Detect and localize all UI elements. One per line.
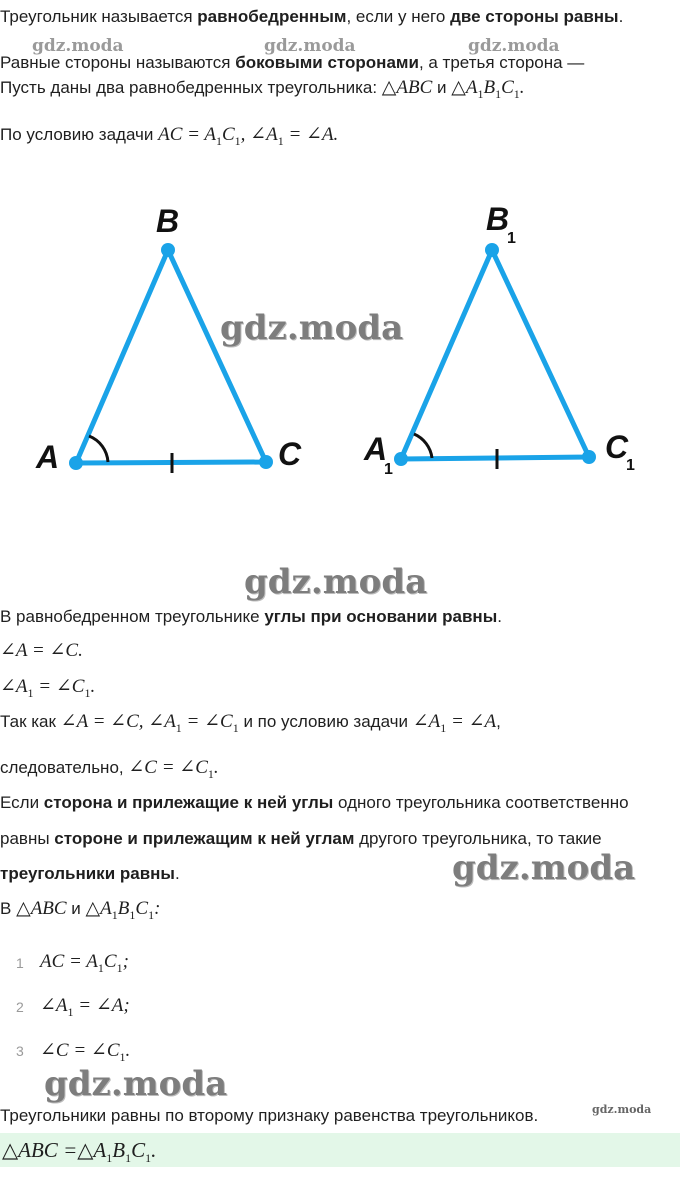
watermark: gdz.moda bbox=[220, 308, 404, 348]
vertex-c-dot bbox=[259, 455, 273, 469]
triangle-abc-outline bbox=[76, 250, 266, 463]
result-equation: △ABC $=\triangle A_1B_1C_1$. bbox=[2, 1138, 157, 1166]
comparison-intro: В △ABC и $\triangle A_1B_1C_1$: bbox=[0, 898, 161, 922]
triangle-a1b1c1-outline bbox=[401, 250, 589, 459]
label-a1-sub: 1 bbox=[384, 461, 393, 478]
equation-2: $\angle A_1$ = $\angle C_1$. bbox=[0, 676, 96, 700]
watermark: gdz.moda bbox=[32, 36, 124, 56]
list-item-text: AC = $A_1C_1$; bbox=[40, 951, 129, 975]
criterion-paragraph-1: Если сторона и прилежащие к ней углы одного треугольника соответственно bbox=[0, 793, 629, 812]
label-b: B bbox=[156, 203, 180, 239]
angle-a-arc bbox=[89, 436, 108, 462]
label-c: C bbox=[278, 436, 302, 472]
watermark: gdz.moda bbox=[264, 36, 356, 56]
vertex-c1-dot bbox=[582, 450, 596, 464]
angle-a1-arc bbox=[414, 434, 432, 458]
label-a1: A bbox=[364, 431, 388, 467]
vertex-b1-dot bbox=[485, 243, 499, 257]
watermark: gdz.moda bbox=[592, 1103, 652, 1116]
result-box bbox=[0, 1133, 680, 1167]
triangle-a1b1c1 bbox=[363, 201, 635, 478]
vertex-b-dot bbox=[161, 243, 175, 257]
watermark: gdz.moda bbox=[468, 36, 560, 56]
label-a: A bbox=[36, 439, 60, 475]
sides-paragraph: Равные стороны называются боковыми сторонами, а третья сторона — bbox=[0, 53, 585, 72]
condition-paragraph: По условию задачи AC = $A_1C_1$, $\angle A_1$ = ∠A. bbox=[0, 124, 339, 148]
equation-1: ∠A = ∠C. bbox=[0, 640, 83, 661]
vertex-a1-dot bbox=[394, 452, 408, 466]
vertex-a-dot bbox=[69, 456, 83, 470]
list-number: 1 bbox=[16, 955, 24, 971]
watermark: gdz.moda bbox=[452, 848, 636, 888]
watermark: gdz.moda bbox=[244, 562, 428, 602]
list-item-text: ∠C = $\angle C_1$. bbox=[40, 1040, 131, 1064]
list-number: 3 bbox=[16, 1043, 24, 1059]
list-item-text: $\angle A_1$ = ∠A; bbox=[40, 995, 130, 1019]
conclusion-paragraph: Треугольники равны по второму признаку равенства треугольников. bbox=[0, 1106, 539, 1125]
label-c1-sub: 1 bbox=[626, 457, 635, 474]
label-b1-sub: 1 bbox=[507, 230, 516, 247]
list-number: 2 bbox=[16, 999, 24, 1015]
definition-paragraph: Треугольник называется равнобедренным, если у него две стороны равны. bbox=[0, 7, 624, 26]
label-b1: B bbox=[486, 201, 510, 237]
criterion-paragraph-2: равны стороне и прилежащим к ней углам другого треугольника, то такие bbox=[0, 829, 602, 848]
therefore-paragraph: следовательно, ∠C = $\angle C_1$. bbox=[0, 757, 219, 781]
since-paragraph: Так как ∠A = ∠C, $\angle A_1$ = $\angle C_1$ и по условию задачи $\angle A_1$ = ∠A, bbox=[0, 711, 501, 735]
label-c1: C bbox=[605, 429, 629, 465]
watermark: gdz.moda bbox=[44, 1064, 228, 1104]
given-paragraph: Пусть даны два равнобедренных треугольника: △ABC и $\triangle A_1B_1C_1$. bbox=[0, 77, 525, 101]
base-angles-paragraph: В равнобедренном треугольнике углы при основании равны. bbox=[0, 607, 502, 626]
criterion-paragraph-3: треугольники равны. bbox=[0, 864, 180, 883]
